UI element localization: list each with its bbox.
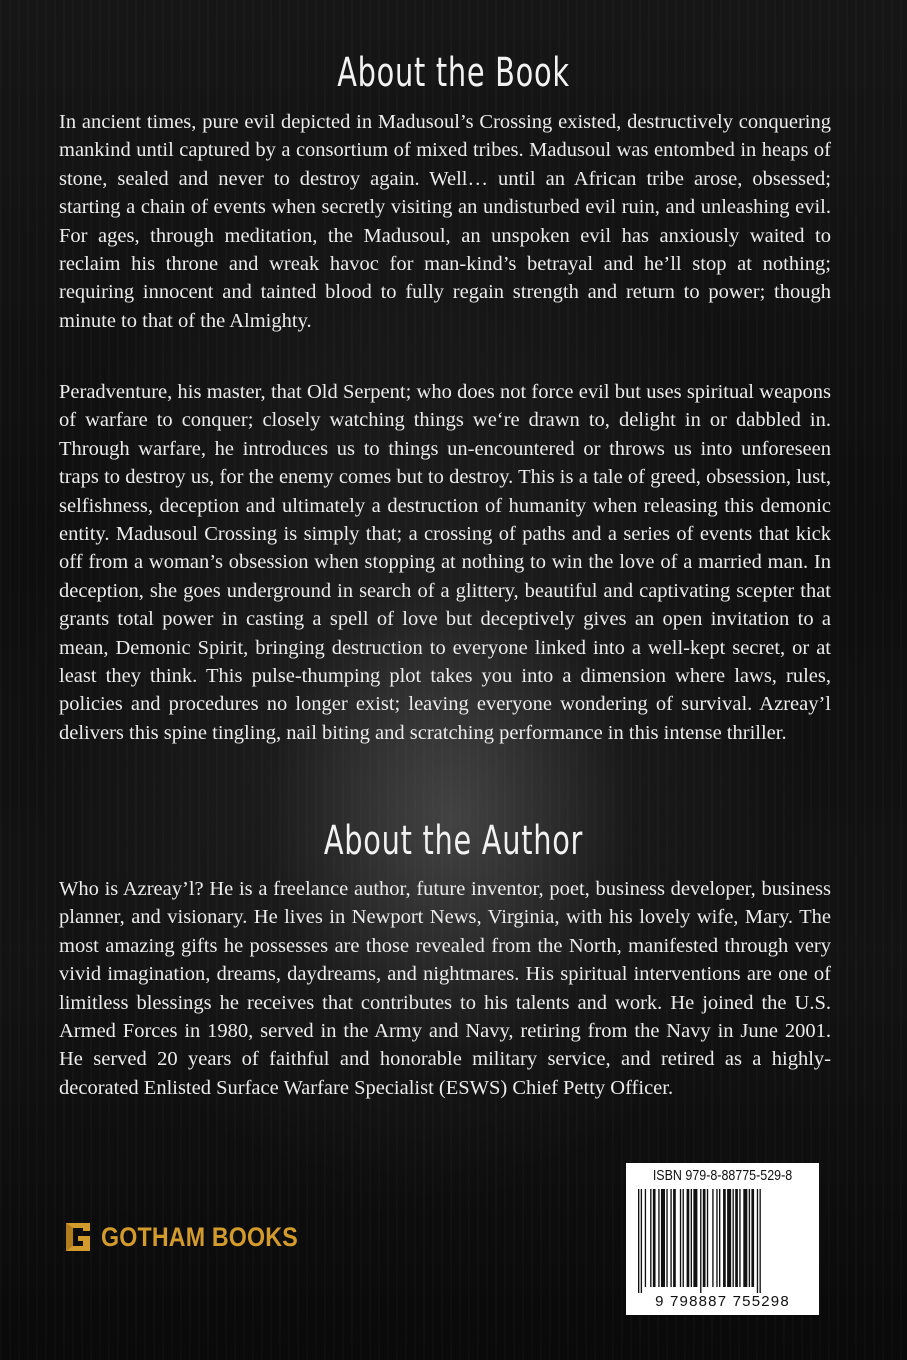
barcode-bar xyxy=(707,1189,708,1287)
publisher-logo xyxy=(63,1220,330,1254)
barcode-bar xyxy=(680,1189,681,1287)
about-author-heading: About the Author xyxy=(323,818,584,864)
barcode-bar xyxy=(739,1189,740,1287)
barcode-bar xyxy=(743,1189,747,1287)
barcode-bar xyxy=(716,1189,717,1287)
barcode-bar xyxy=(650,1189,651,1287)
book-description-paragraph-1: In ancient times, pure evil depicted in Madusoul’s Crossing existed, destructively conquering mankind until captured by a consortium of mixed tribes. Madusoul was entombed in heaps of stone, sealed and never to destroy again. Well… until an African tribe arose, obsessed; starting a chain of events when secretly visiting an undisturbed evil ruin, and unleashing evil. For ages, through meditation, the Madusoul, an unspoken evil has anxiously waited to reclaim his throne and wreak havoc for man-kind’s betrayal and he’ll stop at nothing; requiring innocent and tainted blood to fully regain strength and return to power; though minute to that of the Almighty. xyxy=(59,111,831,332)
barcode-bar xyxy=(670,1189,671,1287)
barcode-bar xyxy=(645,1189,646,1287)
barcode-bar xyxy=(712,1189,713,1287)
barcode-bar xyxy=(703,1189,706,1287)
barcode-digits: 9 798887 755298 xyxy=(655,1293,790,1310)
barcode-bar xyxy=(735,1189,738,1287)
barcode-bar xyxy=(673,1189,676,1287)
barcode-bar xyxy=(760,1189,761,1293)
barcode-bar xyxy=(638,1189,639,1293)
barcode-bar xyxy=(653,1189,656,1287)
book-description-paragraph-2: Peradventure, his master, that Old Serpent; who does not force evil but uses spiritual weapons of warfare to conquer; closely watching things we‘re drawn to, delight in or dabbled in. Through warfare, he introduces us to things un-encountered or throws us into unforeseen traps to destroy us, for the enemy comes but to destroy. This is a tale of greed, obsession, lust, selfishness, deception and ultimately a destruction of humanity when releasing this demonic entity. Madusoul Crossing is simply that; a crossing of paths and a series of events that kick off from a woman’s obsession when stopping at nothing to win the love of a married man. In deception, she goes underground in search of a glittery, beautiful and captivating scepter that grants total power in casting a spell of love but deceptively gives an open invitation to a mean, Demonic Spirit, bringing destruction to everyone linked into a well-kept secret, or at least they think. This pulse-thumping plot takes you into a dimension where laws, rules, policies and procedures no longer exist; leaving everyone wondering of survival. Azreay’l delivers this spine tingling, nail biting and scratching performance in this intense thriller. xyxy=(59,381,831,744)
barcode-bar xyxy=(719,1189,720,1287)
barcode-bars xyxy=(636,1189,809,1293)
barcode-bar xyxy=(666,1189,667,1287)
barcode-bar xyxy=(641,1189,642,1293)
barcode-bar xyxy=(723,1189,726,1287)
barcode-bar xyxy=(687,1189,690,1287)
barcode-bar xyxy=(691,1189,692,1287)
barcode-bar xyxy=(661,1189,665,1287)
barcode-bar xyxy=(700,1189,701,1293)
barcode-bar xyxy=(757,1189,758,1293)
barcode-bar xyxy=(658,1189,659,1287)
about-book-heading: About the Book xyxy=(337,50,570,96)
barcode-bar xyxy=(749,1189,750,1287)
barcode-bar xyxy=(693,1189,697,1287)
barcode-bar xyxy=(733,1189,734,1287)
isbn-label: ISBN 979-8-88775-529-8 xyxy=(652,1168,793,1184)
barcode-bar xyxy=(683,1189,684,1287)
barcode-bar xyxy=(727,1189,731,1287)
author-bio-paragraph: Who is Azreay’l? He is a freelance author, future inventor, poet, business developer, business planner, and visionary. He lives in Newport News, Virginia, with his lovely wife, Mary. The most amazing gifts he possesses are those revealed from the North, manifested through very vivid imagination, dreams, daydreams, and nightmares. His spiritual interventions are one of limitless blessings he receives that contributes to his talents and work. He joined the U.S. Armed Forces in 1980, served in the Army and Navy, retiring from the Navy in June 2001. He served 20 years of faithful and honorable military service, and retired as a highly-decorated Enlisted Surface Warfare Specialist (ESWS) Chief Petty Officer. xyxy=(59,878,831,1099)
gotham-logo-icon xyxy=(63,1220,93,1254)
publisher-name: GOTHAM BOOKS xyxy=(101,1221,298,1252)
isbn-barcode xyxy=(626,1163,819,1315)
barcode-bar xyxy=(751,1189,754,1287)
